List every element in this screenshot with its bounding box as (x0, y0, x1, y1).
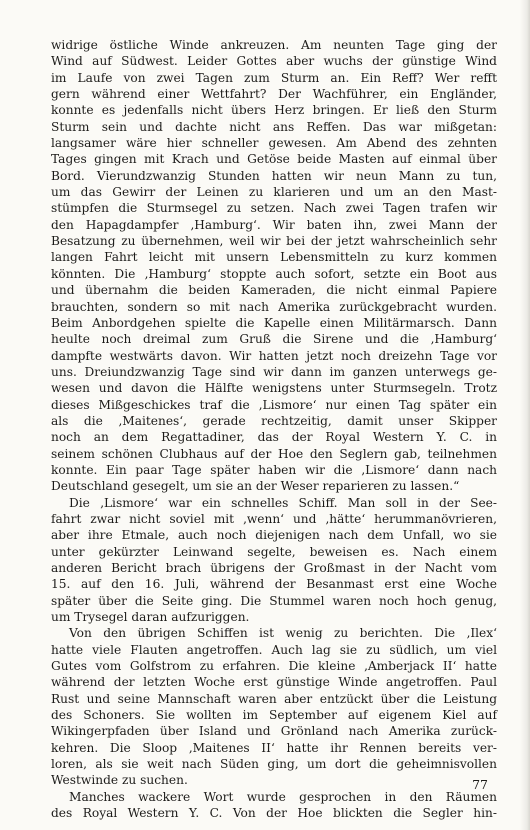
text-line: des Schoners. Sie wollten im September auf eigenem Kiel auf (51, 708, 497, 723)
text-line: konnte es jedenfalls nicht übers Herz bringen. Er ließ den Sturm (51, 103, 497, 118)
text-line: Deutschland gesegelt, um sie an der Weser reparieren zu lassen.“ (51, 479, 460, 494)
text-line: heulte noch dreimal zum Gruß die Sirene und die ‚Hamburg‘ (51, 332, 497, 347)
text-line: seinem schönen Clubhaus auf der Hoe den Seglern gab, teilnehmen (51, 446, 497, 461)
text-line: brauchten, sondern so mit nach Amerika zurückgebracht wurden. (51, 299, 497, 314)
text-line: später über die Seite ging. Die Stummel waren noch hoch genug, (51, 593, 497, 608)
text-line: Von den übrigen Schiffen ist wenig zu berichten. Die ‚Ilex‘ (69, 626, 497, 641)
body-text (51, 37, 497, 822)
text-line: als die ‚Maitenes‘, gerade rechtzeitig, damit unser Skipper (51, 413, 497, 428)
text-line: um Trysegel daran aufzuriggen. (51, 610, 250, 625)
page-number: 77 (472, 777, 488, 792)
text-line: langen Fahrt leicht mit unsern Lebensmitteln zu kurz kommen (51, 250, 497, 265)
text-line: könnten. Die ‚Hamburg‘ stoppte auch sofort, setzte ein Boot aus (51, 266, 497, 281)
text-line: Tages gingen mit Krach und Getöse beide Masten auf einmal über (51, 152, 497, 167)
text-line: Westwinde zu suchen. (51, 773, 188, 788)
text-line: anderen Bericht brach übrigens der Großmast in der Nacht vom (51, 561, 497, 575)
text-line: im Laufe von zwei Tagen zum Sturm an. Ein Reff? Wer refft (51, 70, 497, 85)
text-line: Bord. Vierundzwanzig Stunden hatten wir neun Mann zu tun, (51, 168, 497, 183)
text-line: Wikingerpfaden über Island und Grönland nach Amerika zurück- (51, 724, 497, 739)
text-line: wesen und davon die Hälfte wenigstens unter Sturmsegeln. Trotz (51, 381, 497, 396)
text-line: dampfte westwärts davon. Wir hatten jetzt noch dreizehn Tage vor (51, 348, 497, 363)
text-line: stümpfen die Sturmsegel zu setzen. Nach zwei Tagen trafen wir (51, 201, 497, 216)
text-line: Die ‚Lismore‘ war ein schnelles Schiff. Man soll in der See- (69, 495, 497, 510)
text-line: hatte viele Flauten angetroffen. Auch lag sie zu südlich, um viel (51, 642, 497, 657)
text-line: fahrt zwar nicht soviel mit ‚wenn‘ und ‚hätte‘ herummanövrieren, (51, 511, 497, 526)
text-line: gern während einer Wettfahrt? Der Wachführer, ein Engländer, (51, 87, 497, 102)
text-line: während der letzten Woche erst günstige Winde angetroffen. Paul (51, 675, 497, 690)
text-line: loren, als sie weit nach Süden ging, um dort die geheimnisvollen (51, 757, 497, 772)
text-line: kehren. Die Sloop ‚Maitenes II‘ hatte ihr Rennen bereits ver- (51, 740, 497, 755)
text-line: konnte. Ein paar Tage später haben wir die ‚Lismore‘ dann nach (51, 462, 497, 477)
text-line: Wind auf Südwest. Leider Gottes aber wuchs der günstige Wind (51, 54, 497, 69)
text-line: uns. Dreiundzwanzig Tage sind wir dann im ganzen unterwegs ge- (51, 364, 497, 379)
text-line: des Royal Western Y. C. Von der Hoe blickten die Segler hin- (51, 806, 497, 821)
text-line: unter gekürzter Leinwand segelte, beweisen es. Nach einem (51, 544, 497, 559)
text-line: Manches wackere Wort wurde gesprochen in den Räumen (69, 789, 497, 804)
text-line: aber ihre Etmale, auch noch diejenigen nach dem Unfall, wo sie (51, 528, 497, 543)
text-line: Gutes vom Golfstrom zu erfahren. Die kleine ‚Amberjack II‘ hatte (51, 659, 497, 674)
text-line: um das Gewirr der Leinen zu klarieren und um an den Mast- (51, 185, 497, 200)
text-line: und übernahm die beiden Kameraden, die nicht einmal Papiere (51, 283, 497, 298)
text-line: Rust und seine Mannschaft waren aber entzückt über die Leistung (51, 691, 497, 706)
text-line: 15. auf den 16. Juli, während der Besanmast erst eine Woche (51, 577, 497, 592)
text-line: langsamer wäre hier schneller gewesen. Am Abend des zehnten (51, 136, 497, 151)
text-line: noch an dem Regattadiner, das der Royal Western Y. C. in (51, 430, 497, 445)
text-line: widrige östliche Winde ankreuzen. Am neunten Tage ging der (51, 38, 497, 52)
text-line: dieses Mißgeschickes traf die ‚Lismore‘ nur einen Tag später ein (51, 397, 497, 412)
text-line: Beim Anbordgehen spielte die Kapelle einen Militärmarsch. Dann (51, 315, 497, 330)
text-line: Sturm sein und dachte nicht ans Reffen. Das war mißgetan: (51, 119, 497, 134)
text-line: Besatzung zu übernehmen, weil wir bei der jetzt wahrscheinlich sehr (51, 234, 497, 249)
text-line: den Hapagdampfer ‚Hamburg‘. Wir baten ihn, zwei Mann der (51, 217, 497, 232)
